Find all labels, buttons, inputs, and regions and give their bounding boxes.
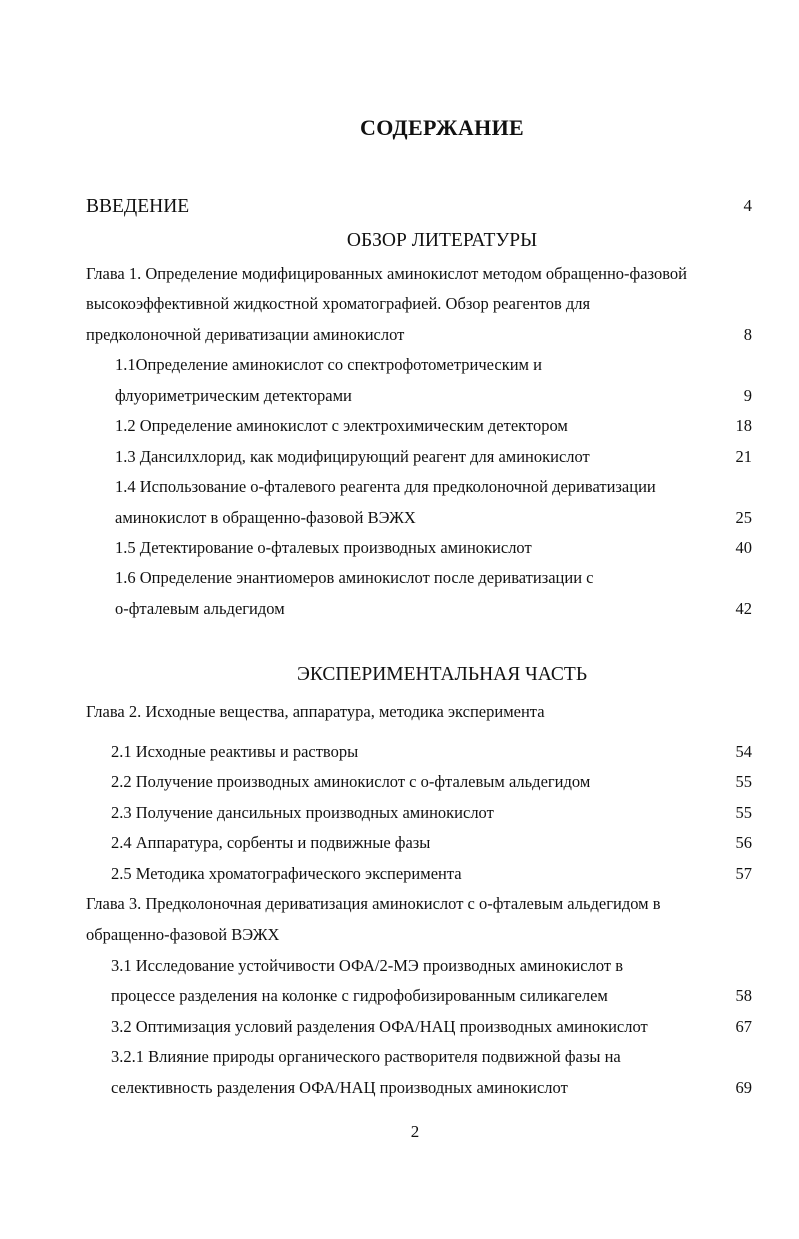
toc-item-1-5: 1.5 Детектирование о-фталевых производных аминокислот — [115, 538, 532, 557]
chapter1-title-line1: Глава 1. Определение модифицированных аминокислот методом обращенно-фазовой — [86, 264, 687, 283]
chapter1-title-line3: предколоночной дериватизации аминокислот — [86, 325, 405, 344]
page-title: СОДЕРЖАНИЕ — [360, 115, 524, 140]
chapter1-title-line2: высокоэффективной жидкостной хроматографией. Обзор реагентов для — [86, 294, 591, 313]
toc-item-2-1-page: 54 — [735, 742, 752, 761]
toc-item-2-5: 2.5 Методика хроматографического эксперимента — [111, 864, 462, 883]
toc-intro-label: ВВЕДЕНИЕ — [86, 196, 190, 217]
chapter1-page: 8 — [743, 325, 752, 344]
toc-item-3-1-line1: 3.1 Исследование устойчивости ОФА/2-МЭ производных аминокислот в — [111, 956, 624, 975]
toc-item-2-2: 2.2 Получение производных аминокислот с о-фталевым альдегидом — [111, 772, 591, 791]
toc-item-2-1: 2.1 Исходные реактивы и растворы — [111, 742, 359, 761]
toc-item-2-2-page: 55 — [735, 772, 752, 791]
chapter3-title-line2: обращенно-фазовой ВЭЖХ — [86, 925, 280, 944]
toc-item-1-3: 1.3 Дансилхлорид, как модифицирующий реагент для аминокислот — [115, 447, 590, 466]
toc-item-3-1-page: 58 — [735, 986, 752, 1005]
toc-item-2-3: 2.3 Получение дансильных производных аминокислот — [111, 803, 494, 822]
toc-item-3-2-1-page: 69 — [735, 1078, 752, 1097]
toc-item-1-6-line2: о-фталевым альдегидом — [115, 599, 285, 618]
toc-item-2-3-page: 55 — [735, 803, 752, 822]
page-number-footer: 2 — [410, 1122, 420, 1141]
toc-item-1-1-page: 9 — [743, 386, 752, 405]
toc-item-1-4-line2: аминокислот в обращенно-фазовой ВЭЖХ — [115, 508, 416, 527]
toc-item-2-4: 2.4 Аппаратура, сорбенты и подвижные фазы — [111, 833, 431, 852]
toc-item-1-2-page: 18 — [735, 416, 752, 435]
chapter2-title: Глава 2. Исходные вещества, аппаратура, методика эксперимента — [86, 702, 545, 721]
toc-item-1-1-line2: флуориметрическим детекторами — [115, 386, 352, 405]
toc-intro-page: 4 — [743, 196, 752, 215]
section-heading-experimental: ЭКСПЕРИМЕНТАЛЬНАЯ ЧАСТЬ — [296, 664, 588, 685]
toc-item-1-4-page: 25 — [735, 508, 752, 527]
section-heading-literature: ОБЗОР ЛИТЕРАТУРЫ — [346, 230, 538, 251]
toc-item-3-2-1-line1: 3.2.1 Влияние природы органического растворителя подвижной фазы на — [111, 1047, 621, 1066]
chapter3-title-line1: Глава 3. Предколоночная дериватизация аминокислот с о-фталевым альдегидом в — [86, 894, 661, 913]
toc-item-1-5-page: 40 — [735, 538, 752, 557]
toc-item-3-1-line2: процессе разделения на колонке с гидрофобизированным силикагелем — [111, 986, 608, 1005]
toc-item-1-1-line1: 1.1Определение аминокислот со спектрофотометрическим и — [115, 355, 542, 374]
toc-item-1-2: 1.2 Определение аминокислот с электрохимическим детектором — [115, 416, 568, 435]
toc-item-1-4-line1: 1.4 Использование о-фталевого реагента для предколоночной дериватизации — [115, 477, 656, 496]
toc-item-1-6-page: 42 — [735, 599, 752, 618]
toc-item-3-2-page: 67 — [735, 1017, 752, 1036]
toc-item-2-4-page: 56 — [735, 833, 752, 852]
toc-item-3-2: 3.2 Оптимизация условий разделения ОФА/НАЦ производных аминокислот — [111, 1017, 648, 1036]
toc-item-2-5-page: 57 — [735, 864, 752, 883]
toc-item-1-3-page: 21 — [735, 447, 752, 466]
toc-item-1-6-line1: 1.6 Определение энантиомеров аминокислот после дериватизации с — [115, 568, 594, 587]
toc-item-3-2-1-line2: селективность разделения ОФА/НАЦ производных аминокислот — [111, 1078, 568, 1097]
